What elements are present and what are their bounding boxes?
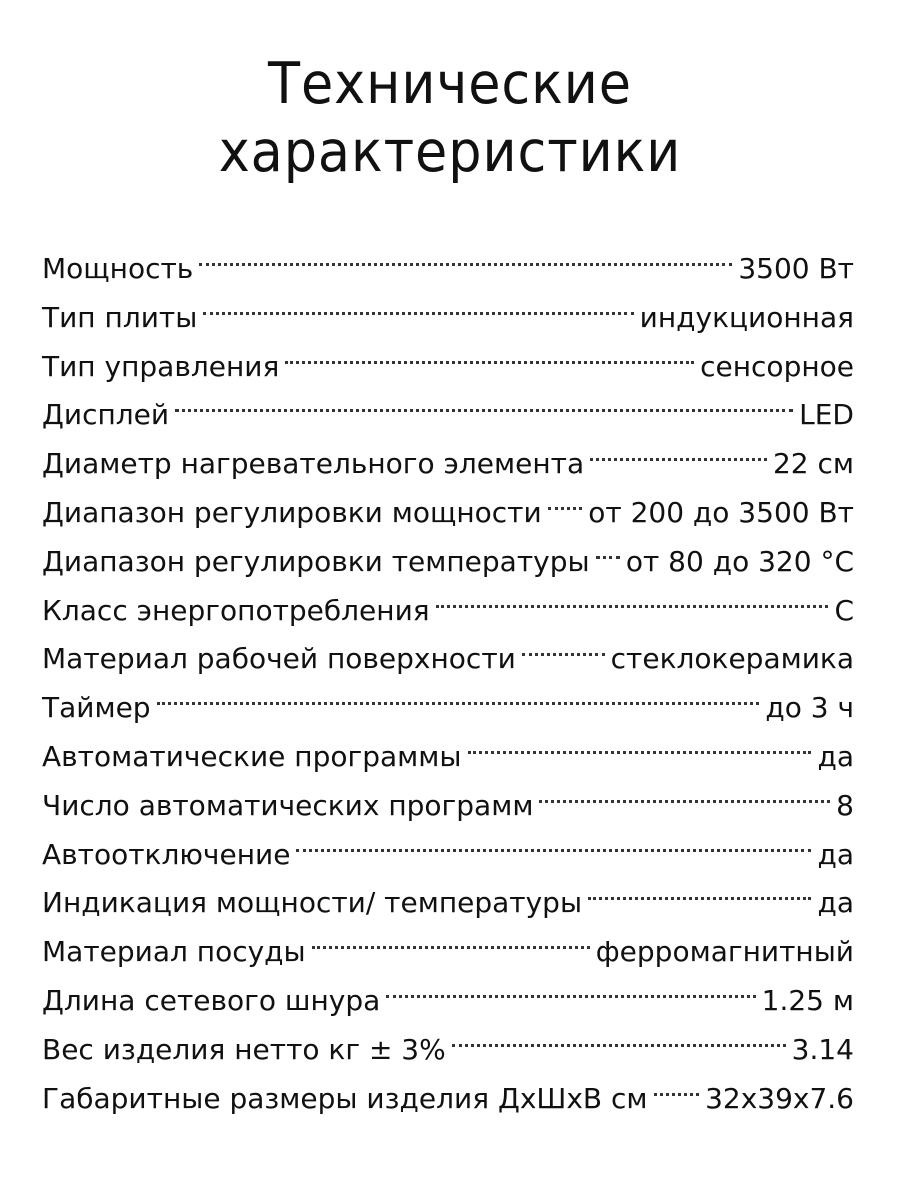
spec-label: Класс энергопотребления [42, 593, 430, 627]
spec-label: Число автоматических программ [42, 788, 534, 822]
title-line-1: Технические [268, 51, 632, 117]
dotted-leader [195, 230, 736, 278]
spec-value: да [817, 739, 854, 773]
spec-label: Тип плиты [42, 300, 198, 334]
spec-value: да [817, 837, 854, 871]
spec-value: 3.14 [791, 1032, 854, 1066]
spec-label: Дисплей [42, 398, 170, 432]
spec-label: Автоматические программы [42, 739, 462, 773]
spec-label: Диапазон регулировки температуры [42, 544, 590, 578]
dotted-leader [544, 474, 587, 522]
spec-value: от 80 до 320 °С [625, 544, 854, 578]
spec-label: Тип управления [42, 349, 280, 383]
spec-value: 8 [836, 788, 854, 822]
spec-value: 1.25 м [761, 983, 854, 1017]
dotted-leader [584, 864, 815, 912]
spec-label: Вес изделия нетто кг ± 3% [42, 1032, 446, 1066]
spec-label: Диапазон регулировки мощности [42, 495, 542, 529]
spec-value: индукционная [639, 300, 854, 334]
dotted-leader [518, 620, 609, 668]
dotted-leader [650, 1060, 704, 1108]
spec-row-auto-programs [42, 718, 854, 773]
spec-value: да [817, 886, 854, 920]
spec-label: Диаметр нагревательного элемента [42, 447, 585, 481]
dotted-leader [308, 913, 594, 961]
spec-label: Материал посуды [42, 935, 306, 969]
dotted-leader [382, 962, 759, 1010]
dotted-leader [448, 1011, 790, 1059]
dotted-leader [535, 767, 834, 815]
title-line-2: характеристики [218, 119, 682, 185]
spec-row-power [42, 230, 854, 285]
dotted-leader [199, 279, 637, 327]
spec-label: Материал рабочей поверхности [42, 642, 516, 676]
spec-list [42, 230, 854, 1115]
spec-label: Индикация мощности/ температуры [42, 886, 583, 920]
spec-label: Длина сетевого шнура [42, 983, 381, 1017]
spec-label: Таймер [42, 691, 151, 725]
spec-value: сенсорное [700, 349, 854, 383]
spec-value: стеклокерамика [610, 642, 854, 676]
dotted-leader [586, 425, 771, 473]
spec-label: Мощность [42, 252, 194, 285]
dotted-leader [464, 718, 816, 766]
spec-value: ферромагнитный [595, 935, 854, 969]
spec-label: Габаритные размеры изделия ДхШхВ см [42, 1081, 648, 1115]
spec-value: LED [799, 398, 854, 432]
spec-label: Автоотключение [42, 837, 291, 871]
dotted-leader [171, 376, 797, 424]
dotted-leader [153, 669, 764, 717]
page-title [36, 50, 864, 186]
spec-value: 3500 Вт [738, 252, 854, 285]
spec-value: 32х39х7.6 [705, 1081, 854, 1115]
dotted-leader [292, 816, 815, 864]
spec-value: от 200 до 3500 Вт [588, 495, 854, 529]
spec-value: до 3 ч [765, 691, 854, 725]
dotted-leader [281, 328, 698, 376]
spec-row-timer [42, 669, 854, 725]
dotted-leader [592, 523, 624, 571]
dotted-leader [432, 572, 833, 620]
spec-value: С [834, 593, 854, 627]
spec-value: 22 см [772, 447, 854, 481]
